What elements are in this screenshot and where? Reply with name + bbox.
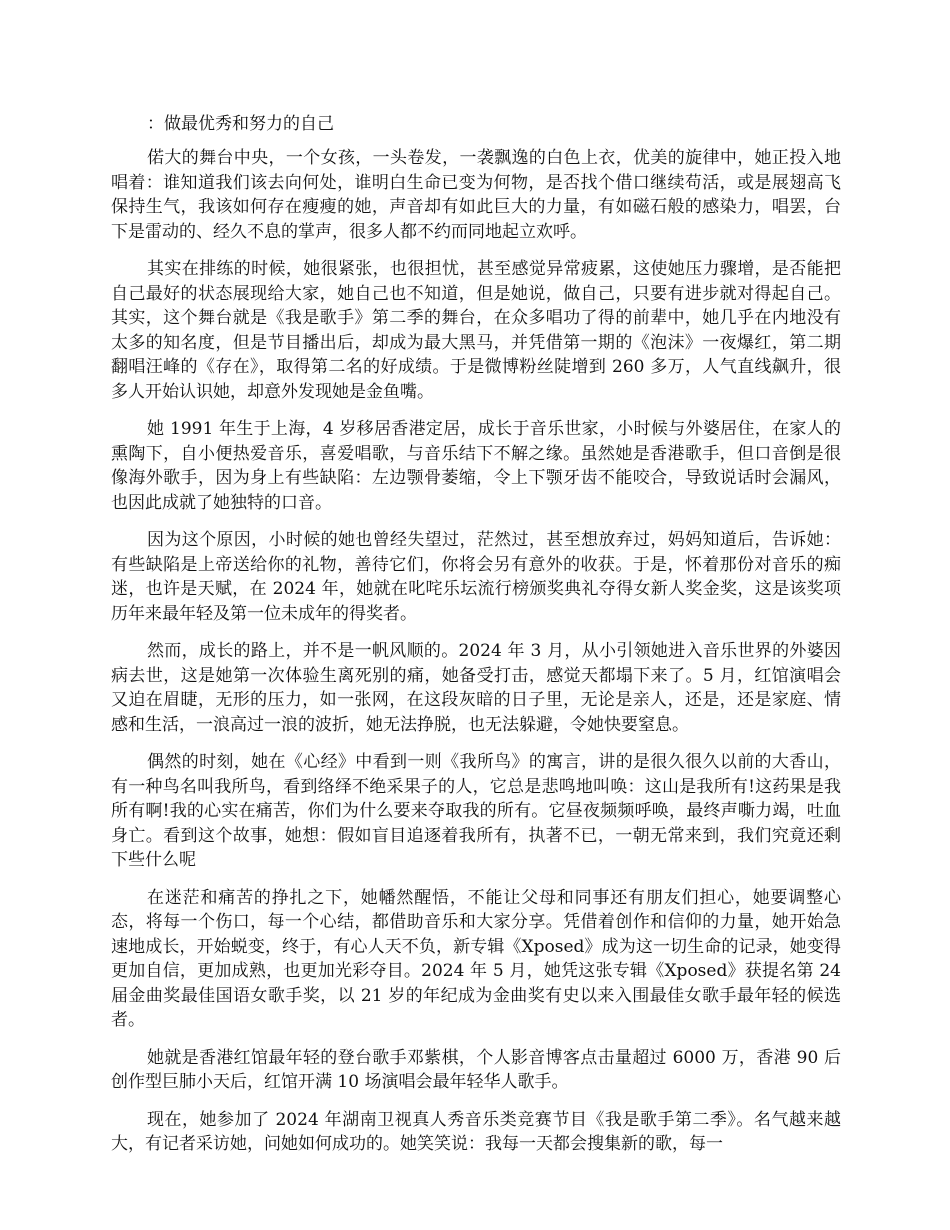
document-page <box>111 112 841 1212</box>
paragraph-8: 她就是香港红馆最年轻的登台歌手邓紫棋，个人影音博客点击量超过 6000 万，香港 90 后创作型巨肺小天后，红馆开满 10 场演唱会最年轻华人歌手。 <box>111 1047 841 1092</box>
paragraph-9: 现在，她参加了 2024 年湖南卫视真人秀音乐类竞赛节目《我是歌手第二季》。名气越来越大，有记者采访她，问她如何成功的。她笑笑说：我每一天都会搜集新的歌，每一 <box>111 1109 841 1154</box>
document-heading: ：做最优秀和努力的自己 <box>147 114 334 134</box>
paragraph-6: 偶然的时刻，她在《心经》中看到一则《我所鸟》的寓言，讲的是很久很久以前的大香山，有一种鸟名叫我所鸟，看到络绎不绝采果子的人，它总是悲鸣地叫唤：这山是我所有!这药果是我所有啊!我的心实在痛苦，你们为什么要来夺取我的所有。它昼夜频频呼唤，最终声嘶力竭，吐血身亡。看到这个故事，她想：假如盲目追逐着我所有，执著不已，一朝无常来到，我们究竟还剩下些什么呢 <box>111 752 841 870</box>
paragraph-7: 在迷茫和痛苦的挣扎之下，她幡然醒悟，不能让父母和同事还有朋友们担心，她要调整心态，将每一个伤口，每一个心结，都借助音乐和大家分享。凭借着创作和信仰的力量，她开始急速地成长，开始蜕变，终于，有心人天不负，新专辑《Xposed》成为这一切生命的记录，她变得更加自信，更加成熟，也更加光彩夺目。2024 年 5 月，她凭这张专辑《Xposed》获提名第 24 届金曲奖最佳国语女歌手奖，以 21 岁的年纪成为金曲奖有史以来入围最佳女歌手最年轻的候选者。 <box>111 887 841 1030</box>
paragraph-3: 她 1991 年生于上海，4 岁移居香港定居，成长于音乐世家，小时候与外婆居住，在家人的熏陶下，自小便热爱音乐，喜爱唱歌，与音乐结下不解之缘。虽然她是香港歌手，但口音倒是很像海外歌手，因为身上有些缺陷：左边颚骨萎缩，令上下颚牙齿不能咬合，导致说话时会漏风，也因此成就了她独特的口音。 <box>111 419 841 513</box>
paragraph-2: 其实在排练的时候，她很紧张，也很担忧，甚至感觉异常疲累，这使她压力骤增，是否能把自己最好的状态展现给大家，她自己也不知道，但是她说，做自己，只要有进步就对得起自己。其实，这个舞台就是《我是歌手》第二季的舞台，在众多唱功了得的前辈中，她几乎在内地没有太多的知名度，但是节目播出后，却成为最大黑马，并凭借第一期的《泡沫》一夜爆红，第二期翻唱汪峰的《存在》，取得第二名的好成绩。于是微博粉丝陡增到 260 多万，人气直线飙升，很多人开始认识她，却意外发现她是金鱼嘴。 <box>111 259 841 402</box>
paragraph-1: 偌大的舞台中央，一个女孩，一头卷发，一袭飘逸的白色上衣，优美的旋律中，她正投入地唱着：谁知道我们该去向何处，谁明白生命已变为何物，是否找个借口继续苟活，或是展翅高飞保持生气，我该如何存在瘦瘦的她，声音却有如此巨大的力量，有如磁石般的感染力，唱罢，台下是雷动的、经久不息的掌声，很多人都不约而同地起立欢呼。 <box>111 148 841 242</box>
paragraph-4: 因为这个原因，小时候的她也曾经失望过，茫然过，甚至想放弃过，妈妈知道后，告诉她：有些缺陷是上帝送给你的礼物，善待它们，你将会另有意外的收获。于是，怀着那份对音乐的痴迷，也许是天赋，在 2024 年，她就在叱咤乐坛流行榜颁奖典礼夺得女新人奖金奖，这是该奖项历年来最年轻及第一位未成年的得奖者。 <box>111 530 841 624</box>
paragraph-5: 然而，成长的路上，并不是一帆风顺的。2024 年 3 月，从小引领她进入音乐世界的外婆因病去世，这是她第一次体验生离死别的痛，她备受打击，感觉天都塌下来了。5 月，红馆演唱会又迫在眉睫，无形的压力，如一张网，在这段灰暗的日子里，无论是亲人，还是，还是家庭、情感和生活，一浪高过一浪的波折，她无法挣脱，也无法躲避，令她快要窒息。 <box>111 641 841 735</box>
